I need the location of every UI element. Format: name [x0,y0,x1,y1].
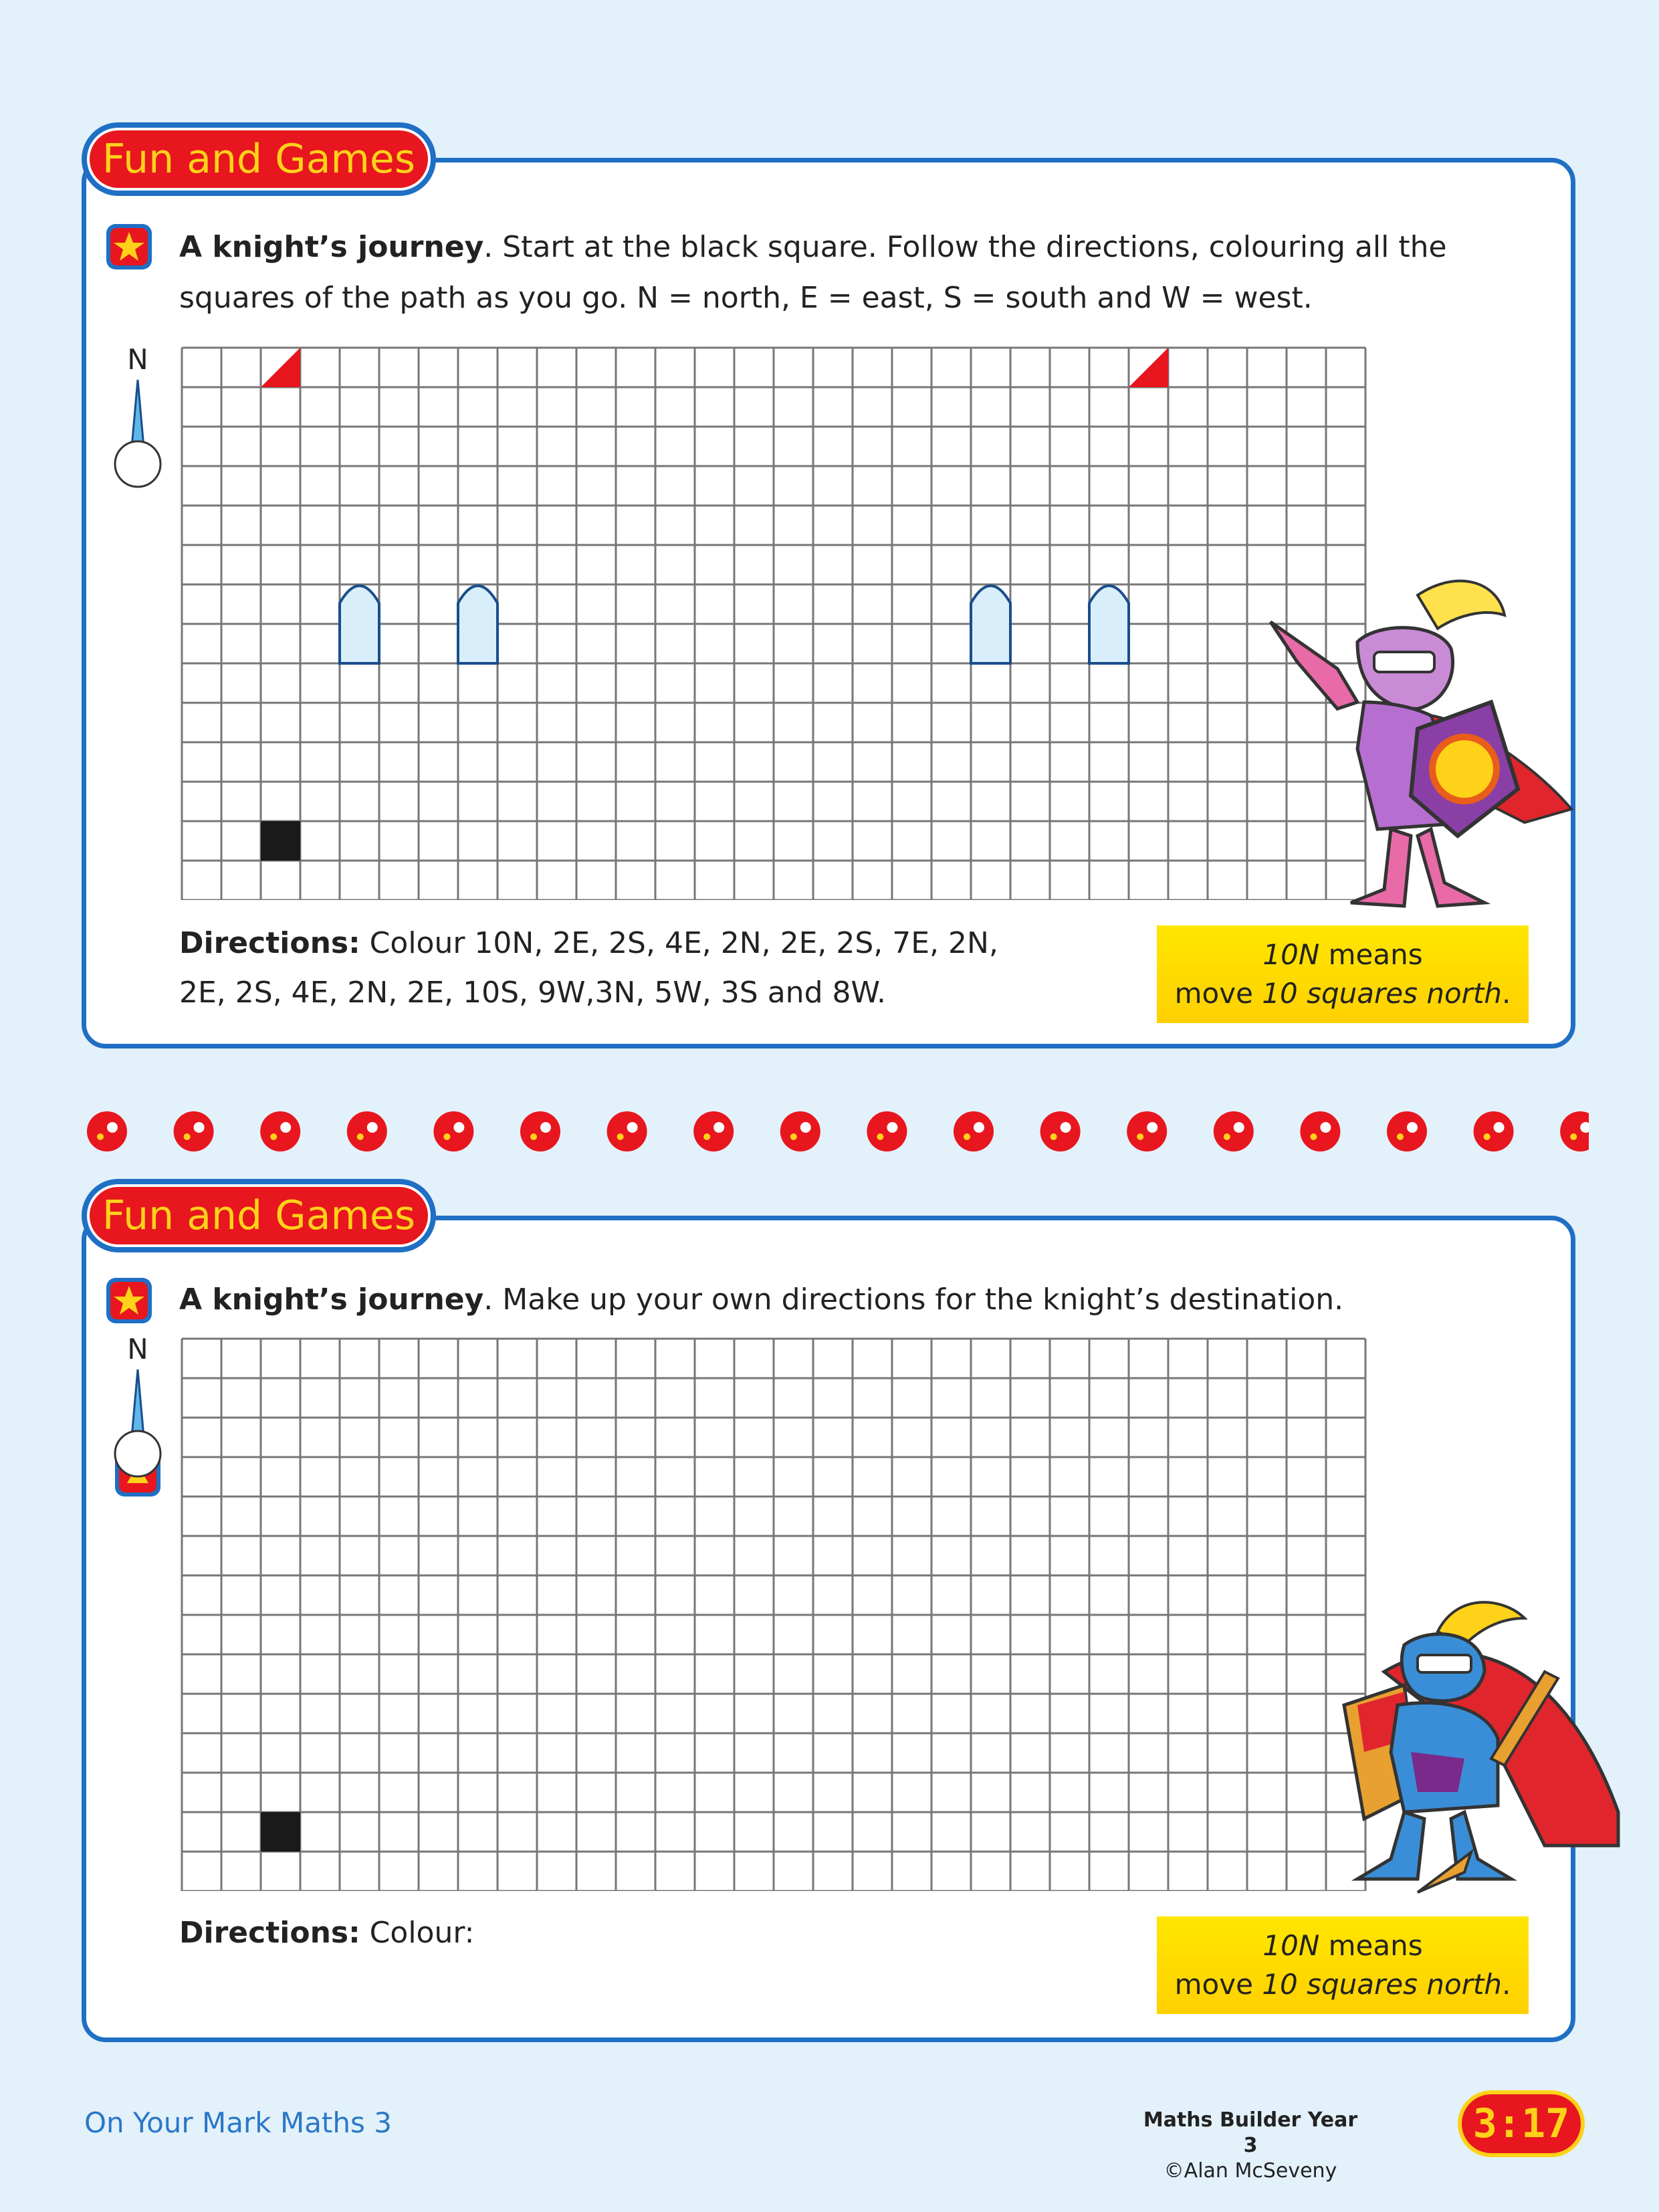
grid-lines [182,1339,1365,1891]
section-tab-1 [82,122,436,196]
knight-grid-1 [181,346,1367,900]
divider-dot [1040,1111,1081,1151]
divider-dot [87,1111,127,1151]
knight-pointing-illustration [1257,568,1578,916]
dot-divider [78,1110,1589,1153]
divider-dot [1300,1111,1340,1151]
hint-box-1 [1157,925,1529,1023]
section-title-2: Fun and Games [87,1184,431,1247]
hint-text: means [1319,1929,1423,1962]
start-square[interactable] [261,821,300,861]
divider-dot [174,1111,214,1151]
footer-credit [1137,2108,1364,2184]
footer-series: On Your Mark Maths 3 [84,2106,392,2139]
instruction-2 [179,1275,1537,1325]
hint-text: means [1319,938,1423,971]
start-square[interactable] [261,1812,300,1852]
divider-dot [1127,1111,1167,1151]
instruction-text-2: squares of the path as you go. N = north, E = east, S = south and W = west. [179,281,1313,315]
divider-dot [867,1111,907,1151]
directions-2 [179,1908,1115,1958]
hint-italic-2: 10 squares north [1262,1968,1502,2001]
divider-dot [1560,1111,1589,1151]
hint-box-2 [1157,1916,1529,2014]
divider-dot [607,1111,647,1151]
hint-italic: 10N [1262,938,1320,971]
section-title-1: Fun and Games [87,128,431,191]
compass-label: N [127,1333,148,1365]
hint-italic-2: 10 squares north [1262,977,1502,1010]
star-icon [104,222,154,271]
hint-text-2: move [1174,977,1262,1010]
hint-text-2: move [1174,1968,1262,2001]
compass-label: N [127,343,148,376]
divider-dot [1474,1111,1514,1151]
instruction-text: . Start at the black square. Follow the directions, colouring all the [483,230,1447,264]
directions-text-2: 2E, 2S, 4E, 2N, 2E, 10S, 9W,3N, 5W, 3S and 8W. [179,976,886,1010]
flag-icon [261,348,300,387]
divider-dot [260,1111,300,1151]
divider-dot [433,1111,473,1151]
directions-text: Colour 10N, 2E, 2S, 4E, 2N, 2E, 2S, 7E, 2N, [360,926,998,960]
knight-grid-2 [181,1337,1367,1891]
compass-north-icon [111,1331,164,1505]
hint-end: . [1502,1968,1511,2001]
star-icon [104,1276,154,1325]
divider-dot [693,1111,734,1151]
footer-copyright: ©Alan McSeveny [1164,2159,1337,2183]
flag-icon [1129,348,1168,387]
window-arch [458,586,497,663]
hint-end: . [1502,977,1511,1010]
section-tab-2 [82,1179,436,1252]
divider-dot [1214,1111,1254,1151]
directions-text: Colour: [360,1916,475,1950]
directions-1 [179,919,1115,1018]
instruction-1 [179,222,1537,324]
directions-label: Directions: [179,1916,360,1950]
divider-dot [954,1111,994,1151]
hint-italic: 10N [1262,1929,1320,1962]
divider-dot [1387,1111,1427,1151]
window-arch [1089,586,1129,663]
divider-dot [347,1111,387,1151]
knight-blue-illustration [1304,1591,1625,1899]
compass-north-icon [111,341,164,495]
page-number-badge: 3:17 [1458,2090,1585,2157]
instruction-title: A knight’s journey [179,230,484,264]
divider-dot [780,1111,820,1151]
divider-dot [520,1111,560,1151]
instruction-title: A knight’s journey [179,1283,484,1317]
footer-book: Maths Builder Year 3 [1143,2108,1358,2157]
window-arch [971,586,1010,663]
directions-label: Directions: [179,926,360,960]
instruction-text: . Make up your own directions for the knight’s destination. [483,1283,1344,1317]
window-arch [340,586,379,663]
